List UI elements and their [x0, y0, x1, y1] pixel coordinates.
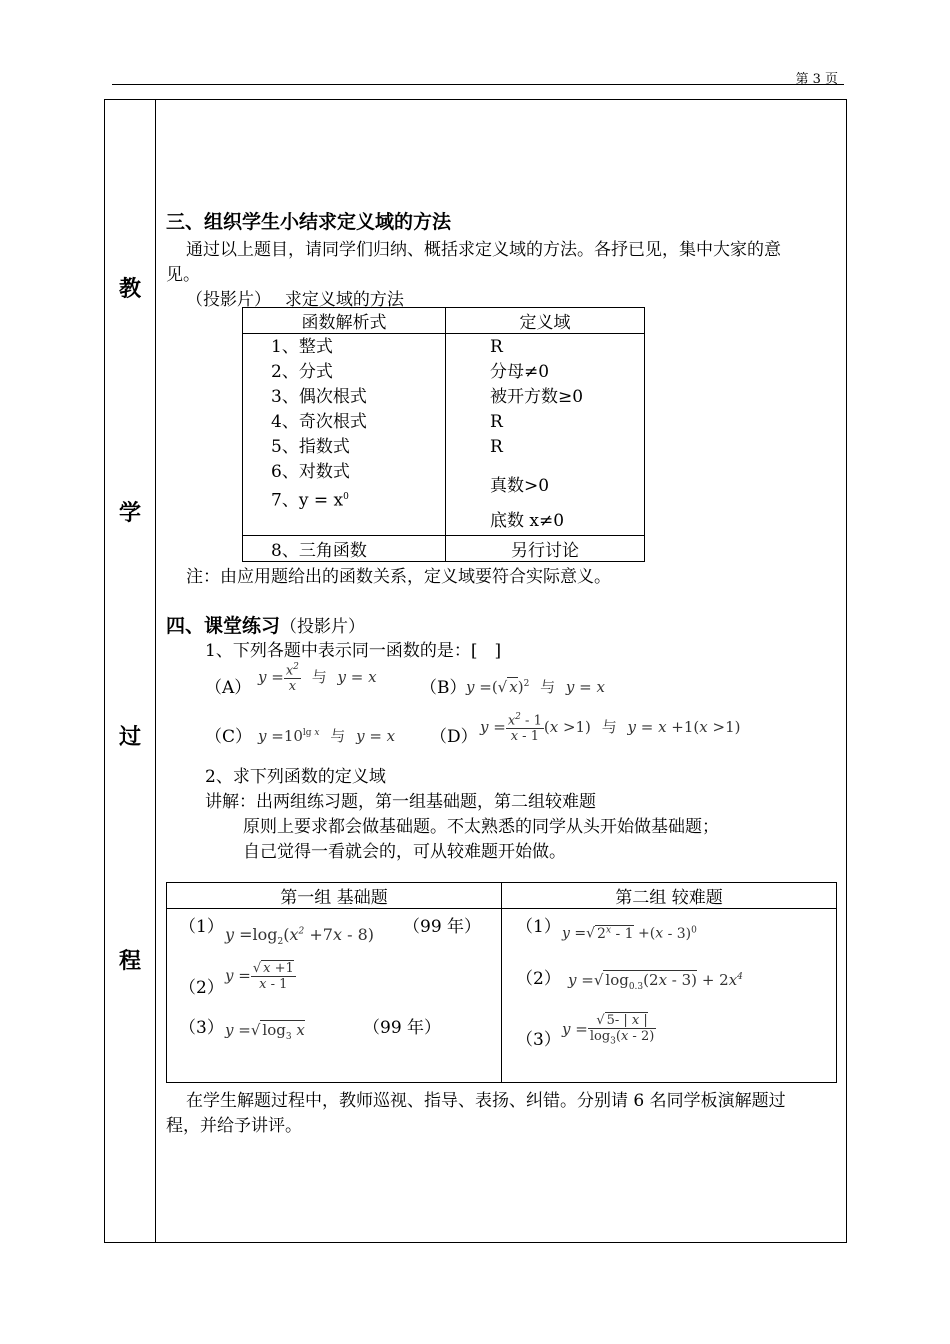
domain-row: R — [490, 437, 503, 457]
g2-item-2-num: （2） — [516, 969, 561, 989]
domain-row: R — [490, 337, 503, 357]
domain-row: 分母≠0 — [490, 362, 550, 382]
g1-item-1-year: （99 年） — [403, 917, 482, 937]
g1-item-1-num: （1） — [179, 917, 224, 937]
g1-item-2-num: （2） — [179, 978, 224, 998]
expr-row: 2、分式 — [271, 362, 333, 382]
domain-row: 被开方数≥0 — [490, 387, 584, 407]
option-b-formula: y =(√ x)$^2$ 与 y = x — [466, 678, 605, 696]
with-word: 与 — [601, 718, 617, 737]
closing-line2: 程，并给予讲评。 — [166, 1116, 302, 1136]
section4-title-wrap — [166, 611, 365, 638]
option-c-label: （C） — [205, 727, 253, 747]
exponent-zero: 0 — [343, 492, 349, 502]
explain-line2: 原则上要求都会做基础题。不太熟悉的同学从头开始做基础题； — [243, 817, 719, 837]
with-word: 与 — [540, 678, 556, 696]
side-char-guo: 过 — [118, 725, 141, 750]
group2-cell — [502, 909, 837, 1083]
explain-line1: 讲解：出两组练习题，第一组基础题，第二组较难题 — [205, 792, 596, 812]
question-2: 2、求下列函数的定义域 — [205, 767, 386, 787]
option-c-formula: $y =10^{lg x}$ 与 y = x — [258, 727, 396, 745]
expr-row: 5、指数式 — [271, 437, 350, 457]
option-a-formula: y = $\frac{x^2}{x}$ 与 y = x — [258, 662, 377, 695]
section4-title: 四、课堂练习 — [166, 615, 281, 637]
explain-line3: 自己觉得一看就会的，可从较难题开始做。 — [243, 842, 566, 862]
side-char-xue: 学 — [118, 501, 141, 526]
table-header-expr: 函数解析式 — [243, 308, 446, 334]
side-char-cheng: 程 — [118, 949, 141, 974]
domain-row: 底数 x≠0 — [490, 511, 565, 531]
side-char-jiao: 教 — [118, 277, 141, 302]
slide-caption: （投影片） 求定义域的方法 — [186, 290, 404, 310]
section3-note: 注：由应用题给出的函数关系，定义域要符合实际意义。 — [186, 567, 611, 587]
section4-title-suffix: （投影片） — [280, 617, 366, 637]
g1-item-3-formula: y =√ $\log_3 x$ — [225, 1021, 305, 1042]
g2-item-3-num: （3） — [516, 1030, 561, 1050]
domain-methods-table — [242, 307, 645, 562]
domain-row: R — [490, 412, 503, 432]
table-domain-cell — [446, 334, 645, 536]
expr-row-trig: 8、三角函数 — [243, 536, 446, 562]
option-d-formula: y = $\frac{x^2 - 1}{x - 1}$ (x >1) 与 y = x +1(x >1) — [480, 712, 741, 745]
option-b-label: （B） — [420, 678, 467, 698]
g1-item-3-year: （99 年） — [363, 1018, 442, 1038]
option-a-label: （A） — [205, 678, 252, 698]
group2-header: 第二组 较难题 — [502, 883, 837, 909]
with-word: 与 — [330, 727, 346, 745]
with-word: 与 — [311, 668, 327, 687]
exercise-groups-table — [166, 882, 837, 1083]
domain-row-trig: 另行讨论 — [446, 536, 645, 562]
header-rule — [112, 84, 844, 85]
expr-power-text: 7、y = x — [271, 490, 344, 511]
expr-row: 3、偶次根式 — [271, 387, 367, 407]
section3-intro-line1: 通过以上题目，请同学们归纳、概括求定义域的方法。各抒已见，集中大家的意 — [186, 240, 781, 260]
g2-item-1-formula: y =√ 2$^x$ - 1 +(x - 3)$^0$ — [562, 925, 697, 942]
g2-item-3-formula: y = $\frac{√ 5- | x |}{\log_3(x - 2)}$ — [562, 1013, 655, 1047]
g2-item-1-num: （1） — [516, 917, 561, 937]
expr-row: 6、对数式 — [271, 462, 350, 482]
group1-cell — [167, 909, 502, 1083]
g1-item-3-num: （3） — [179, 1018, 224, 1038]
table-expr-cell — [243, 334, 446, 536]
page-number: 第 3 页 — [795, 72, 838, 87]
domain-row: 真数>0 — [490, 476, 550, 496]
g1-item-2-formula: y = $\frac{√ x +1}{x - 1}$ — [225, 961, 294, 992]
option-d-label: （D） — [430, 727, 478, 747]
section3-title: 三、组织学生小结求定义域的方法 — [166, 211, 452, 233]
expr-row-power — [271, 485, 445, 514]
expr-row: 4、奇次根式 — [271, 412, 367, 432]
closing-line1: 在学生解题过程中，教师巡视、指导、表扬、纠错。分别请 6 名同学板演解题过 — [186, 1091, 786, 1111]
group1-header: 第一组 基础题 — [167, 883, 502, 909]
section3-intro-line2: 见。 — [166, 265, 200, 285]
g2-item-2-formula: y =√ $\log_{0.3}(2x - 3) + 2x^4$ — [568, 971, 743, 992]
table-header-domain: 定义域 — [446, 308, 645, 334]
column-divider — [155, 99, 156, 1242]
question-1: 1、下列各题中表示同一函数的是：[ ] — [205, 641, 502, 661]
g1-item-1-formula: $y =\log_2(x^2 +7x - 8)$ — [225, 925, 374, 948]
expr-row: 1、整式 — [271, 337, 333, 357]
